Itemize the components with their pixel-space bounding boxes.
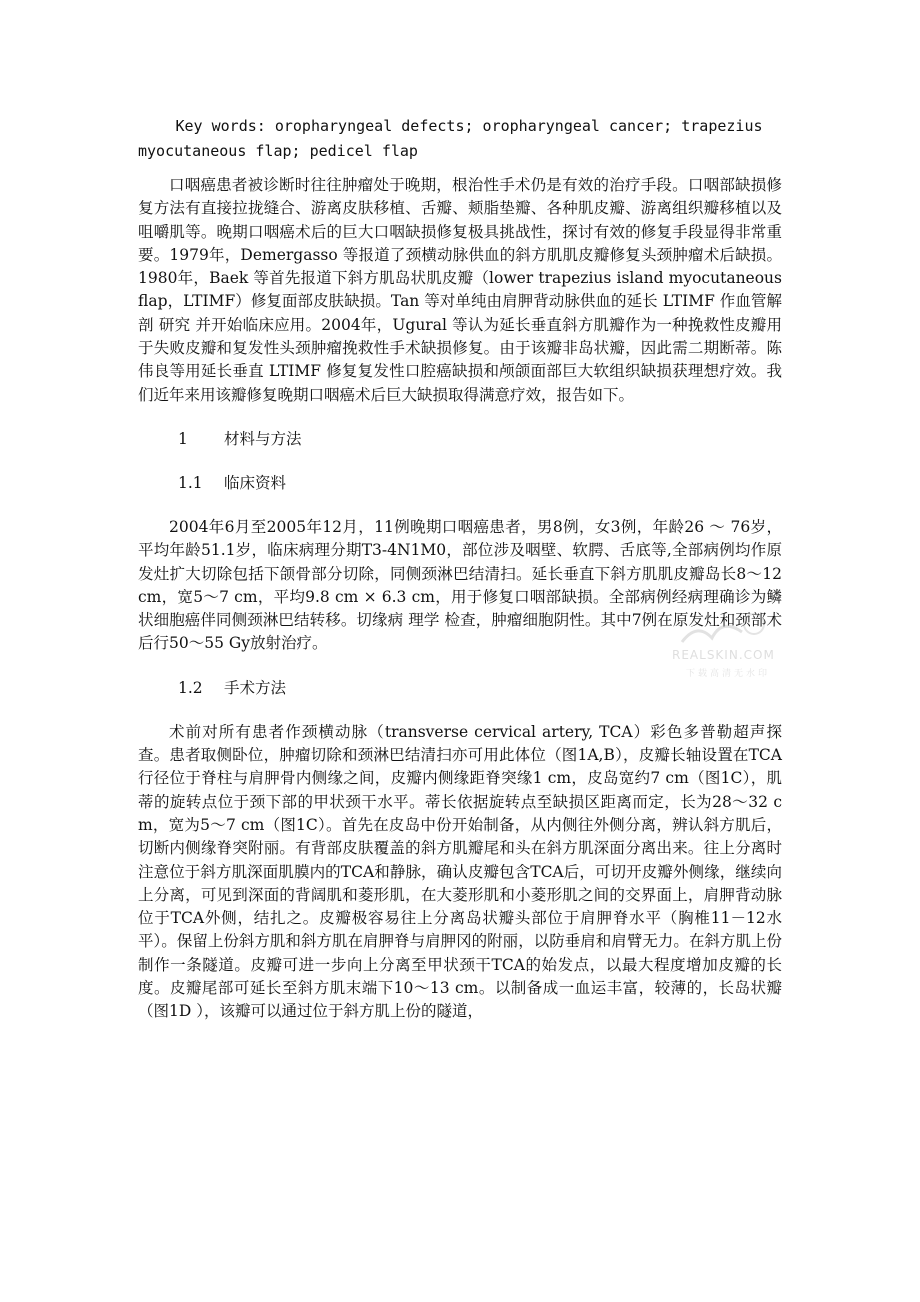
- watermark-subtitle-text: 下载高清无水印: [686, 669, 771, 679]
- section-title: 材料与方法: [224, 429, 302, 448]
- section-title: 手术方法: [224, 678, 287, 697]
- section-title: 临床资料: [224, 473, 287, 492]
- surgical-method-paragraph: 术前对所有患者作颈横动脉（transverse cervical artery, TCA）彩色多普勒超声探查。患者取侧卧位，肿瘤切除和颈淋巴结清扫亦可用此体位（图1A,B），皮瓣长轴设置在TCA行径位于脊柱与肩胛骨内侧缘之间，皮瓣内侧缘距脊突缘1 cm，皮岛宽约7 cm（图1C），肌蒂的旋转点位于颈下部的甲状颈干水平。蒂长依据旋转点至缺损区距离而定，长为28～32 cm，宽为5～7 cm（图1C）。首先在皮岛中份开始制备，从内侧往外侧分离，辨认斜方肌后，切断内侧缘脊突附丽。有背部皮肤覆盖的斜方肌瓣尾和头在斜方肌深面分离出来。往上分离时注意位于斜方肌深面肌膜内的TCA和静脉，确认皮瓣包含TCA后，可切开皮瓣外侧缘，继续向上分离，可见到深面的背阔肌和菱形肌，在大菱形肌和小菱形肌之间的交界面上，肩胛背动脉位于TCA外侧，结扎之。皮瓣极容易往上分离岛状瓣头部位于肩胛脊水平（胸椎11－12水平）。保留上份斜方肌和斜方肌在肩胛脊与肩胛冈的附丽，以防垂肩和肩臂无力。在斜方肌上份制作一条隧道。皮瓣可进一步向上分离至甲状颈干TCA的始发点，以最大程度增加皮瓣的长度。皮瓣尾部可延长至斜方肌末端下10～13 cm。以制备成一血运丰富，较薄的，长岛状瓣（图1D ），该瓣可以通过位于斜方肌上份的隧道，: [138, 722, 782, 1021]
- section-heading-1-1: [138, 472, 782, 495]
- section-number: 1.1: [178, 473, 203, 492]
- section-number: 1: [178, 429, 188, 448]
- keywords-paragraph: Key words: oropharyngeal defects; oropharyngeal cancer; trapezius myocutaneous flap; pedicel flap: [138, 117, 763, 160]
- section-heading-1-2: [138, 677, 782, 700]
- watermark-site-text: REALSKIN.COM: [672, 648, 775, 662]
- intro-paragraph: 口咽癌患者被诊断时往往肿瘤处于晚期，根治性手术仍是有效的治疗手段。口咽部缺损修复方法有直接拉拢缝合、游离皮肤移植、舌瓣、颊脂垫瓣、各种肌皮瓣、游离组织瓣移植以及咀嚼肌等。晚期口咽癌术后的巨大口咽缺损修复极具挑战性，探讨有效的修复手段显得非常重要。1979年，Demergasso 等报道了颈横动脉供血的斜方肌肌皮瓣修复头颈肿瘤术后缺损。1980年，Baek 等首先报道下斜方肌岛状肌皮瓣（lower trapezius island myocutaneous flap，LTIMF）修复面部皮肤缺损。Tan 等对单纯由肩胛背动脉供血的延长 LTIMF 作血管解剖 研究 并开始临床应用。2004年，Ugural 等认为延长垂直斜方肌瓣作为一种挽救性皮瓣用于失败皮瓣和复发性头颈肿瘤挽救性手术缺损修复。由于该瓣非岛状瓣，因此需二期断蒂。陈伟良等用延长垂直 LTIMF 修复复发性口腔癌缺损和颅颌面部巨大软组织缺损获理想疗效。我们近年来用该瓣修复晚期口咽癌术后巨大缺损取得满意疗效，报告如下。: [138, 176, 782, 404]
- clinical-data-paragraph: 2004年6月至2005年12月，11例晚期口咽癌患者，男8例，女3例，年龄26 ～ 76岁，平均年龄51.1岁，临床病理分期T3-4N1M0，部位涉及咽壁、软腭、舌底等,全部病例均作原发灶扩大切除包括下颌骨部分切除，同侧颈淋巴结清扫。延长垂直下斜方肌肌皮瓣岛长8～12 cm，宽5～7 cm，平均9.8 cm × 6.3 cm，用于修复口咽部缺损。全部病例经病理确诊为鳞状细胞癌伴同侧颈淋巴结转移。切缘病 理学 检查，肿瘤细胞阴性。其中7例在原发灶和颈部术后行50～55 Gy放射治疗。: [138, 517, 782, 653]
- document-page: [138, 114, 782, 1024]
- section-number: 1.2: [178, 678, 203, 697]
- section-heading-1: [138, 428, 782, 451]
